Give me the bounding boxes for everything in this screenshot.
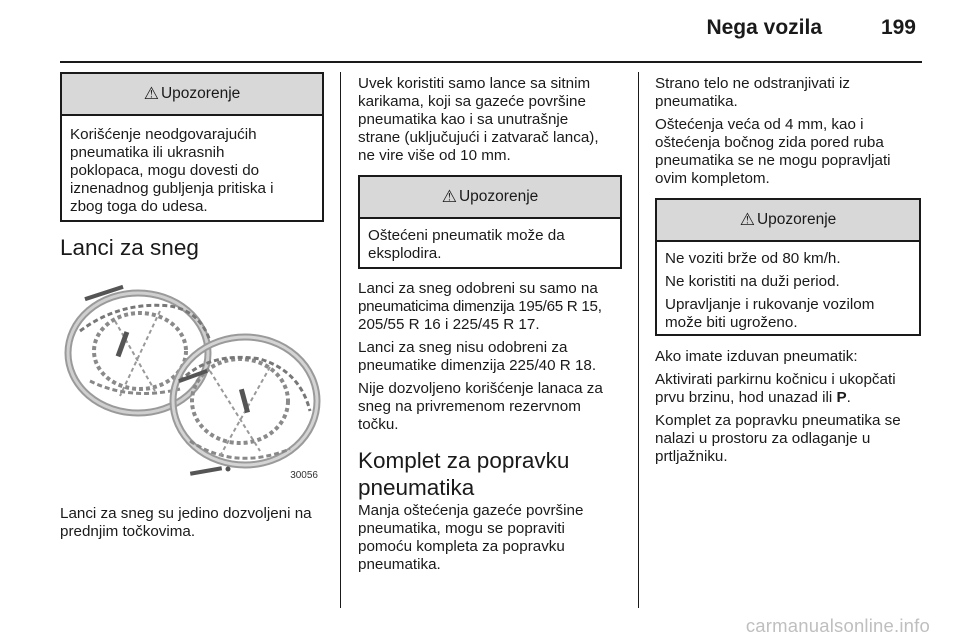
warning-line: iznenadnog gubljenja pritiska i — [70, 180, 274, 197]
heading-repair-kit — [358, 447, 622, 501]
warning-box-speed — [655, 198, 921, 336]
warning-line: Upravljanje i rukovanje vozilom — [665, 296, 875, 313]
text-line: sneg na privremenom rezervnom — [358, 398, 581, 415]
text-line: pneumatike dimenzija 225/40 R 18. — [358, 357, 597, 374]
warning-icon: ⚠ — [143, 84, 159, 103]
column-divider-2 — [638, 72, 639, 608]
text-line: pneumatika se ne mogu popravljati — [655, 152, 891, 169]
text-line: strane (uključujući i zatvarač lanca), — [358, 129, 599, 146]
warning-title: Upozorenje — [756, 211, 837, 228]
paragraph — [655, 371, 921, 407]
column-1 — [60, 72, 324, 541]
text-line: ne vire više od 10 mm. — [358, 147, 511, 164]
warning-line: poklopaca, mogu dovesti do — [70, 162, 260, 179]
warning-line: Ne koristiti na duži period. — [665, 273, 840, 290]
text-line: točku. — [358, 416, 399, 433]
column-divider-1 — [340, 72, 341, 608]
warning-title: Upozorenje — [458, 188, 539, 205]
text-line: Lanci za sneg su jedino dozvoljeni na — [60, 505, 312, 522]
text-span: . — [846, 389, 851, 406]
warning-line: pneumatika ili ukrasnih — [70, 144, 225, 161]
section-title: Nega vozila — [706, 16, 822, 39]
paragraph — [358, 380, 622, 434]
paragraph — [60, 505, 324, 541]
page-number: 199 — [880, 16, 916, 39]
text-line: nalazi u prostoru za odlaganje u — [655, 430, 871, 447]
figure-code: 30056 — [290, 470, 318, 481]
warning-line: Korišćenje neodgovarajućih — [70, 126, 257, 143]
text-line: Oštećenja veća od 4 mm, kao i — [655, 116, 864, 133]
column-3 — [655, 72, 921, 466]
text-line: karikama, koji sa gazeće površine — [358, 93, 586, 110]
warning-header — [360, 177, 620, 219]
warning-body — [360, 219, 620, 272]
paragraph: Ako imate izduvan pneumatik: — [655, 348, 858, 365]
paragraph — [358, 339, 622, 375]
text-line: pneumatika. — [655, 93, 738, 110]
text-line: Manja oštećenja gazeće površine — [358, 502, 584, 519]
paragraph — [358, 280, 622, 334]
warning-body — [657, 242, 919, 341]
text-line: pneumatika. — [358, 556, 441, 573]
text-line: pneumaticima dimenzija 195/65 R 15, — [358, 298, 602, 315]
warning-line: može biti ugroženo. — [665, 314, 798, 331]
warning-body — [62, 116, 322, 225]
warning-header — [62, 74, 322, 116]
header-rule — [60, 61, 922, 63]
column-2 — [358, 72, 622, 574]
text-line: pneumatika kao i sa unutrašnje — [358, 111, 569, 128]
snow-chains-image — [60, 271, 324, 489]
text-line: Uvek koristiti samo lance sa sitnim — [358, 75, 591, 92]
text-line — [655, 389, 921, 407]
text-span: prvu brzinu, hod unazad ili — [655, 389, 837, 406]
warning-line: eksplodira. — [368, 245, 442, 262]
text-line: oštećenja bočnog zida pored ruba — [655, 134, 884, 151]
warning-line: Ne voziti brže od 80 km/h. — [665, 250, 841, 267]
watermark: carmanualsonline.info — [745, 615, 930, 636]
warning-icon: ⚠ — [739, 210, 755, 229]
paragraph — [655, 412, 921, 466]
snow-chains-illustration — [60, 271, 324, 489]
warning-box-tires — [60, 72, 324, 222]
warning-box-tire-explode — [358, 175, 622, 269]
heading-line: Komplet za popravku — [358, 448, 570, 473]
paragraph — [358, 502, 622, 574]
text-line: pneumatika, mogu se popraviti — [358, 520, 565, 537]
warning-header — [657, 200, 919, 242]
paragraph — [655, 116, 921, 188]
text-line: Lanci za sneg nisu odobreni za — [358, 339, 568, 356]
warning-line: Oštećeni pneumatik može da — [368, 227, 565, 244]
text-line: pomoću kompleta za popravku — [358, 538, 565, 555]
text-line: Komplet za popravku pneumatika se — [655, 412, 901, 429]
page-header — [0, 0, 960, 62]
text-line: Nije dozvoljeno korišćenje lanaca za — [358, 380, 603, 397]
text-line: Lanci za sneg odobreni su samo na — [358, 280, 598, 297]
text-line: prtljažniku. — [655, 448, 728, 465]
text-line: prednjim točkovima. — [60, 523, 196, 540]
warning-title: Upozorenje — [160, 85, 241, 102]
heading-snow-chains: Lanci za sneg — [60, 235, 199, 260]
text-line: 205/55 R 16 i 225/45 R 17. — [358, 316, 540, 333]
text-line: Strano telo ne odstranjivati iz — [655, 75, 851, 92]
text-line: ovim kompletom. — [655, 170, 770, 187]
text-line: Aktivirati parkirnu kočnicu i ukopčati — [655, 371, 896, 388]
warning-icon: ⚠ — [441, 187, 457, 206]
gear-letter: P — [836, 389, 847, 406]
warning-line: zbog toga do udesa. — [70, 198, 208, 215]
paragraph — [358, 75, 622, 165]
paragraph — [655, 75, 921, 111]
heading-line: pneumatika — [358, 475, 475, 500]
